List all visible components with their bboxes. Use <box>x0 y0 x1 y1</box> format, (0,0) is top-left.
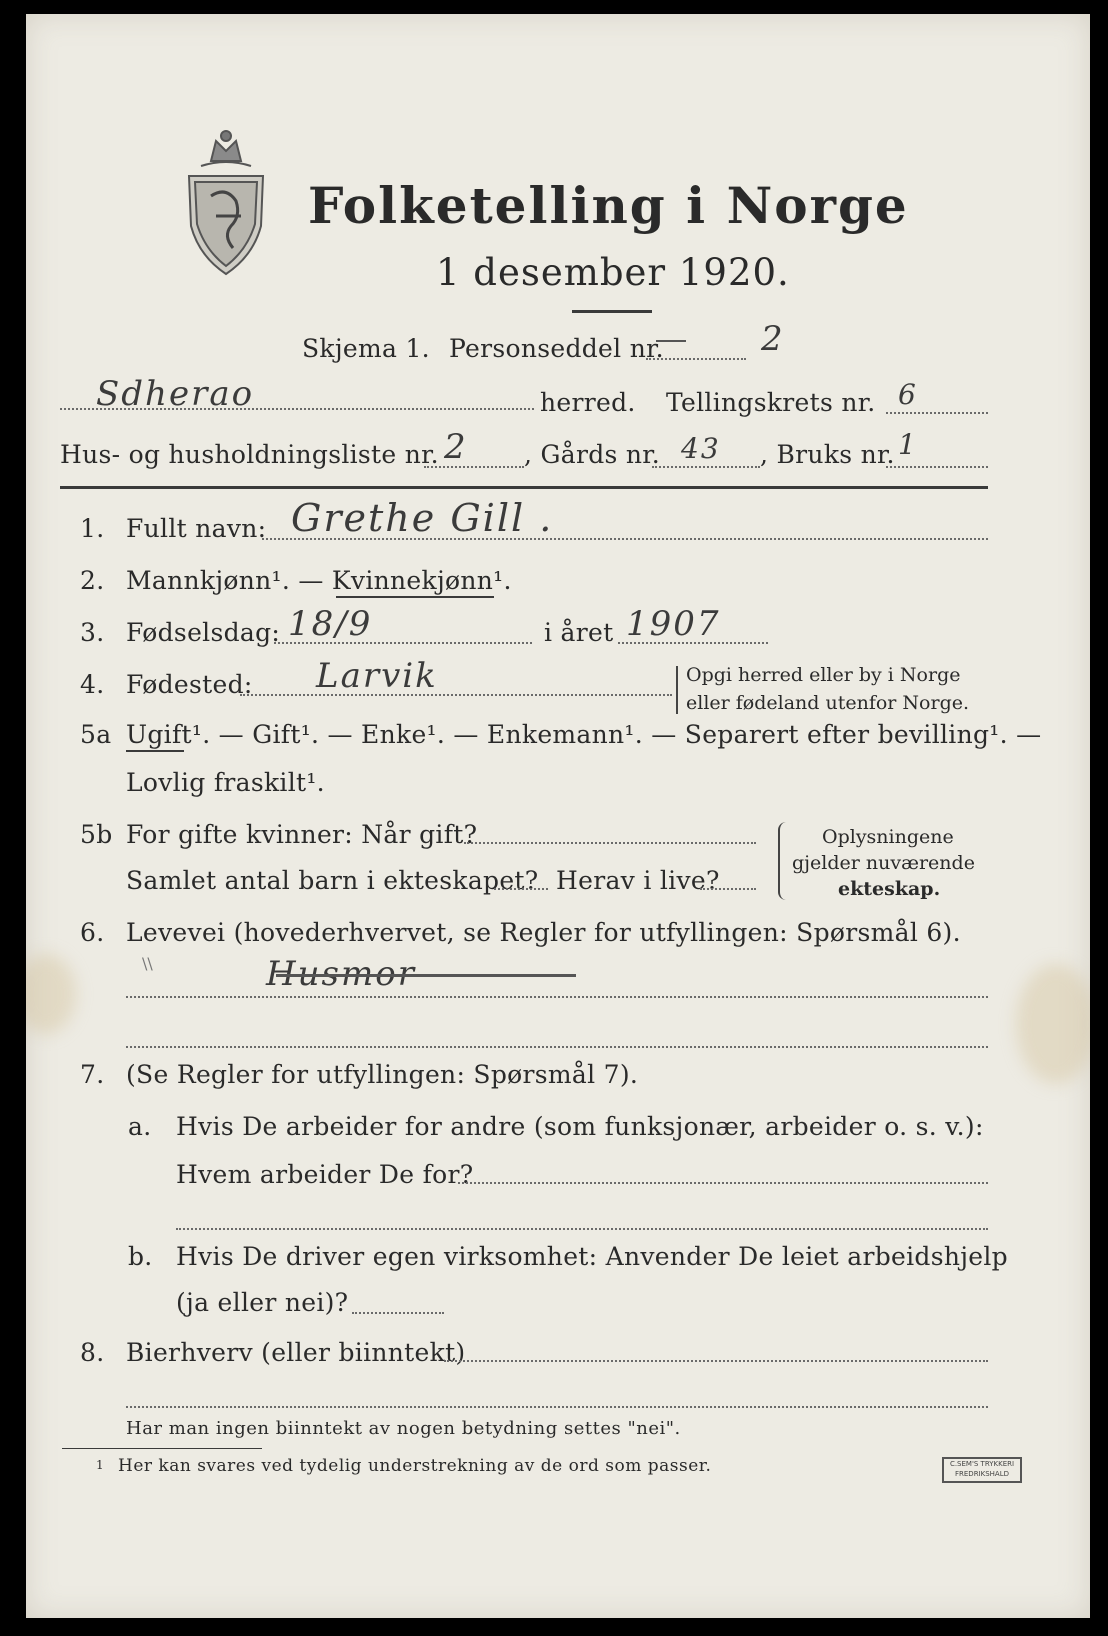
q3-number: 3. <box>80 618 105 647</box>
q7a-employer-label: Hvem arbeider De for? <box>176 1160 474 1189</box>
occupation-label: Levevei (hovederhvervet, se Regler for utfyllingen: Spørsmål 6). <box>126 918 961 947</box>
personseddel-label: Personseddel nr. <box>449 334 664 363</box>
ugift-underline <box>126 750 184 752</box>
marital-options: Ugift¹. — Gift¹. — Enke¹. — Enkemann¹. — Separert efter bevilling¹. — <box>126 720 1042 749</box>
q6-number: 6. <box>80 918 105 947</box>
census-form-page <box>26 14 1090 1618</box>
tellingskrets-value[interactable]: 6 <box>898 378 918 411</box>
q7b-letter: b. <box>128 1242 153 1271</box>
title-divider <box>572 310 652 313</box>
personseddel-value[interactable]: 2 <box>761 319 785 359</box>
year-label: i året <box>544 618 614 647</box>
q2-number: 2. <box>80 566 105 595</box>
q1-number: 1. <box>80 514 105 543</box>
bruks-value[interactable]: 1 <box>898 428 918 461</box>
birth-year-value[interactable]: 1907 <box>626 604 721 644</box>
q8-number: 8. <box>80 1338 105 1367</box>
q4-label: Fødested: <box>126 670 253 699</box>
q5b-number: 5b <box>80 820 113 849</box>
full-name-value[interactable]: Grethe Gill . <box>291 496 554 540</box>
q7b-answer-label: (ja eller nei)? <box>176 1288 349 1317</box>
q3-label: Fødselsdag: <box>126 618 281 647</box>
gender-underline <box>336 596 494 598</box>
q7a-question: Hvis De arbeider for andre (som funksjonær, arbeider o. s. v.): <box>176 1112 984 1141</box>
footnote-mark: 1 <box>96 1458 104 1472</box>
q5b-note-2: gjelder nuværende <box>792 852 975 874</box>
q7-label: (Se Regler for utfyllingen: Spørsmål 7). <box>126 1060 639 1089</box>
birthplace-note-2: eller fødeland utenfor Norge. <box>686 692 970 714</box>
q4-number: 4. <box>80 670 105 699</box>
q1-label: Fullt navn: <box>126 514 267 543</box>
married-when-label: For gifte kvinner: Når gift? <box>126 820 478 849</box>
no-income-note: Har man ingen biinntekt av nogen betydning settes "nei". <box>126 1418 681 1439</box>
form-title: Folketelling i Norge <box>308 176 909 235</box>
q5a-number: 5a <box>80 720 112 749</box>
norway-coat-of-arms-icon <box>181 126 271 276</box>
herred-label: herred. <box>540 388 636 417</box>
hus-label: Hus- og husholdningsliste nr. <box>60 440 439 469</box>
header-rule <box>60 486 988 489</box>
marital-options-cont: Lovlig fraskilt¹. <box>126 768 325 797</box>
gards-value[interactable]: 43 <box>681 432 721 465</box>
tellingskrets-label: Tellingskrets nr. <box>666 388 876 417</box>
q8-label: Bierhverv (eller biinntekt) <box>126 1338 466 1367</box>
skjema-label: Skjema 1. <box>302 334 430 363</box>
birthplace-note-1: Opgi herred eller by i Norge <box>686 664 961 686</box>
q5b-note-3: ekteskap. <box>838 878 941 900</box>
struck-number <box>656 340 686 342</box>
alive-label: Herav i live? <box>556 866 720 895</box>
herred-value[interactable]: Sdherao <box>96 374 255 414</box>
footnote-rule <box>62 1448 262 1449</box>
printer-stamp: C.SEM'S TRYKKERI FREDRIKSHALD <box>942 1457 1022 1483</box>
census-date: 1 desember 1920. <box>436 251 790 294</box>
gender-options: Mannkjønn¹. — Kvinnekjønn¹. <box>126 566 512 595</box>
occupation-strike <box>276 974 576 977</box>
q4-brace <box>676 666 680 714</box>
bruks-label: , Bruks nr. <box>760 440 895 469</box>
q5b-brace <box>778 822 790 900</box>
birthday-value[interactable]: 18/9 <box>288 604 373 644</box>
occupation-value[interactable]: Husmor <box>266 954 416 994</box>
q7b-question: Hvis De driver egen virksomhet: Anvender De leiet arbeidshjelp <box>176 1242 1008 1271</box>
footnote-text: Her kan svares ved tydelig understrekning av de ord som passer. <box>118 1456 712 1476</box>
gards-label: , Gårds nr. <box>524 440 661 469</box>
q7-number: 7. <box>80 1060 105 1089</box>
birthplace-value[interactable]: Larvik <box>316 656 438 696</box>
hus-value[interactable]: 2 <box>444 427 468 467</box>
q5b-note-1: Oplysningene <box>822 826 954 848</box>
children-label: Samlet antal barn i ekteskapet? <box>126 866 539 895</box>
q7a-letter: a. <box>128 1112 152 1141</box>
margin-mark: \\ <box>142 954 153 973</box>
